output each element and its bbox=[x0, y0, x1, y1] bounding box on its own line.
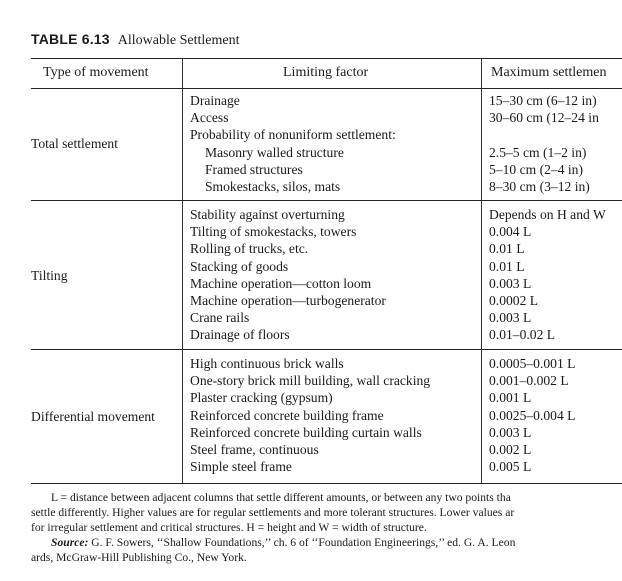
footnote-line: for irregular settlement and critical structures. H = height and W = width of structure. bbox=[31, 521, 427, 534]
group-divider-1 bbox=[31, 200, 622, 201]
factor-cell: Stability against overturning bbox=[190, 207, 345, 222]
group-factors-tilting bbox=[190, 206, 386, 344]
footnote-line: L = distance between adjacent columns that settle different amounts, or between any two points tha bbox=[51, 491, 511, 504]
factor-cell: Access bbox=[190, 110, 229, 126]
max-cell: 0.0002 L bbox=[489, 292, 539, 308]
group-label-differential-movement: Differential movement bbox=[31, 409, 155, 424]
factor-cell: Masonry walled structure bbox=[205, 144, 344, 160]
factor-cell: Probability of nonuniform settlement: bbox=[190, 127, 396, 143]
factor-cell: Reinforced concrete building curtain walls bbox=[190, 424, 422, 440]
group-divider-2 bbox=[31, 349, 622, 350]
max-cell: 0.0025–0.004 L bbox=[489, 407, 576, 423]
table-number: TABLE 6.13 bbox=[31, 31, 110, 47]
source-text: G. F. Sowers, ‘‘Shallow Foundations,’’ ch. 6 of ‘‘Foundation Engineerings,’’ ed. G. A. Leon bbox=[91, 536, 516, 549]
factor-cell: Framed structures bbox=[205, 161, 303, 177]
group-max-total-settlement bbox=[489, 92, 599, 195]
max-cell: 0.01 L bbox=[489, 258, 525, 274]
factor-cell: Plaster cracking (gypsum) bbox=[190, 390, 333, 406]
source-line bbox=[31, 535, 622, 550]
factor-cell: Drainage of floors bbox=[190, 327, 290, 343]
column-divider-2 bbox=[481, 58, 482, 483]
group-max-tilting bbox=[489, 206, 606, 344]
factor-cell: Tilting of smokestacks, towers bbox=[190, 224, 357, 240]
max-cell: 8–30 cm (3–12 in) bbox=[489, 178, 590, 194]
factor-cell: Steel frame, continuous bbox=[190, 441, 319, 457]
max-cell: 0.001 L bbox=[489, 390, 532, 406]
max-cell: Depends on H and W bbox=[489, 207, 606, 222]
max-cell: 30–60 cm (12–24 in bbox=[489, 110, 599, 126]
max-cell: 0.004 L bbox=[489, 224, 532, 240]
factor-cell: Reinforced concrete building frame bbox=[190, 407, 384, 423]
group-factors-total-settlement bbox=[190, 92, 396, 195]
group-max-differential bbox=[489, 355, 575, 475]
factor-cell: Rolling of trucks, etc. bbox=[190, 241, 309, 257]
max-cell: 0.005 L bbox=[489, 459, 532, 475]
factor-cell: Stacking of goods bbox=[190, 258, 289, 274]
source-line-2: ards, McGraw-Hill Publishing Co., New York. bbox=[31, 551, 247, 564]
group-factors-differential bbox=[190, 355, 430, 475]
max-cell: 0.003 L bbox=[489, 310, 532, 326]
max-cell: 0.01–0.02 L bbox=[489, 327, 556, 343]
header-maximum-settlement: Maximum settlemen bbox=[491, 65, 607, 80]
bottom-rule bbox=[31, 483, 622, 484]
table-title: Allowable Settlement bbox=[117, 33, 240, 48]
column-divider-1 bbox=[182, 58, 183, 483]
factor-cell: High continuous brick walls bbox=[190, 356, 344, 371]
factor-cell: One-story brick mill building, wall cracking bbox=[190, 373, 431, 389]
max-cell bbox=[489, 126, 599, 143]
max-cell: 0.002 L bbox=[489, 441, 532, 457]
header-rule bbox=[31, 88, 622, 89]
group-label-tilting: Tilting bbox=[31, 268, 68, 283]
group-label-total-settlement: Total settlement bbox=[31, 136, 119, 151]
max-cell: 0.01 L bbox=[489, 241, 525, 257]
max-cell: 0.0005–0.001 L bbox=[489, 356, 576, 371]
top-rule bbox=[31, 58, 622, 59]
factor-cell: Smokestacks, silos, mats bbox=[205, 178, 341, 194]
factor-cell: Drainage bbox=[190, 93, 240, 108]
max-cell: 15–30 cm (6–12 in) bbox=[489, 93, 597, 108]
source-label: Source: bbox=[51, 536, 89, 549]
max-cell: 2.5–5 cm (1–2 in) bbox=[489, 144, 587, 160]
table-caption bbox=[31, 31, 239, 49]
table-footnotes bbox=[31, 490, 622, 565]
max-cell: 0.001–0.002 L bbox=[489, 373, 569, 389]
factor-cell: Machine operation—turbogenerator bbox=[190, 292, 386, 308]
max-cell: 5–10 cm (2–4 in) bbox=[489, 161, 584, 177]
factor-cell: Machine operation—cotton loom bbox=[190, 275, 372, 291]
max-cell: 0.003 L bbox=[489, 275, 532, 291]
factor-cell: Crane rails bbox=[190, 310, 250, 326]
max-cell: 0.003 L bbox=[489, 424, 532, 440]
factor-cell: Simple steel frame bbox=[190, 459, 292, 475]
footnote-line: settle differently. Higher values are for regular settlements and more tolerant structures. Lower values ar bbox=[31, 506, 515, 519]
header-limiting-factor: Limiting factor bbox=[283, 65, 369, 80]
header-type-of-movement: Type of movement bbox=[43, 65, 149, 80]
